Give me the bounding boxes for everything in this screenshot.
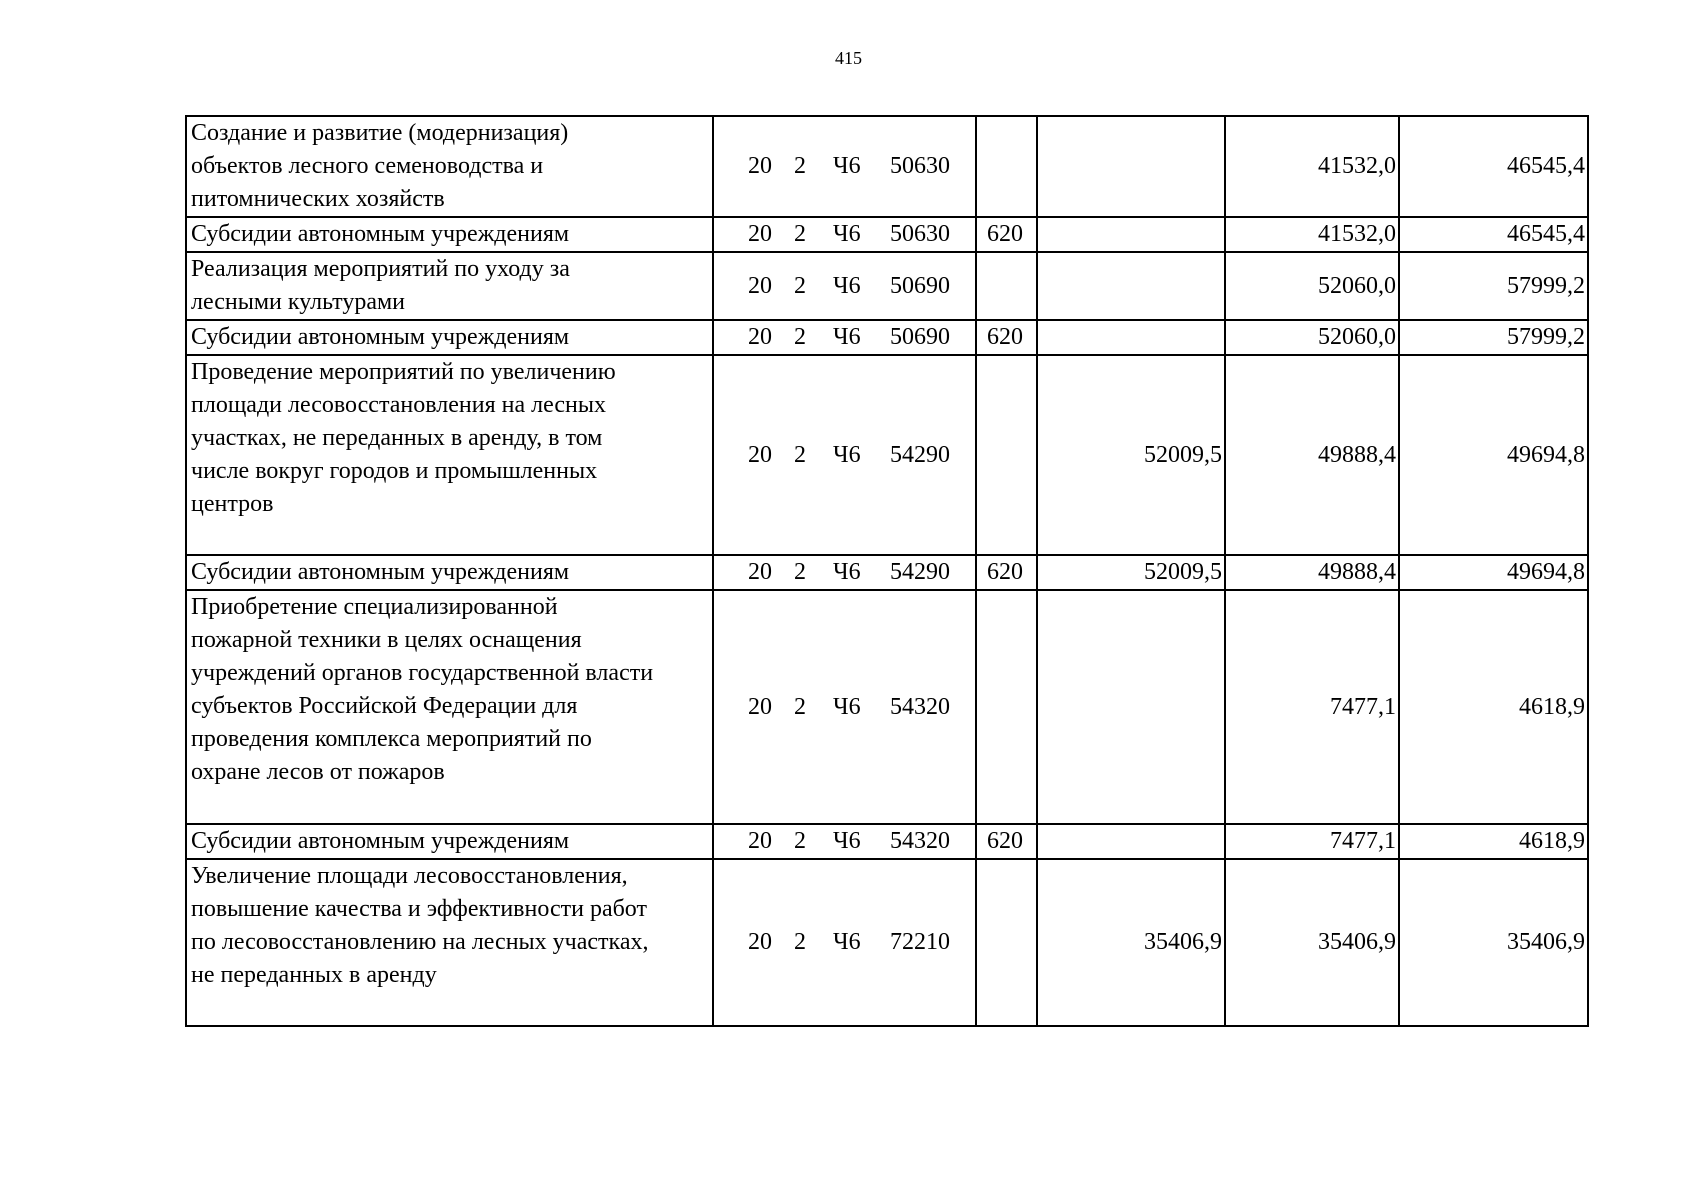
row-name-cell: Субсидии автономным учреждениям — [186, 320, 713, 355]
classification-codes-cell — [713, 555, 976, 590]
amount-1-cell: 52009,5 — [1037, 355, 1225, 555]
row-name-cell: Субсидии автономным учреждениям — [186, 555, 713, 590]
classification-codes-cell — [713, 859, 976, 1026]
classification-codes-cell — [713, 824, 976, 859]
amount-3-cell: 49694,8 — [1399, 555, 1588, 590]
program-code: Ч6 — [833, 272, 861, 299]
amount-1-cell: 52009,5 — [1037, 555, 1225, 590]
section-code: 2 — [794, 221, 806, 247]
chapter-code: 20 — [748, 929, 772, 955]
expense-type-cell: 620 — [976, 555, 1037, 590]
chapter-code: 20 — [748, 693, 772, 720]
amount-2-cell: 7477,1 — [1225, 824, 1399, 859]
chapter-code: 20 — [748, 153, 772, 179]
amount-2-cell: 52060,0 — [1225, 320, 1399, 355]
amount-2-cell: 49888,4 — [1225, 555, 1399, 590]
expense-type-cell — [976, 355, 1037, 555]
row-name-cell: Приобретение специализированной пожарной техники в целях оснащения учреждений органов государственной власти субъектов Российской Федерации для проведения комплекса мероприятий по охране лесов от пожаров — [186, 590, 713, 824]
row-name-cell: Реализация мероприятий по уходу за лесными культурами — [186, 252, 713, 320]
article-code: 72210 — [890, 929, 950, 955]
chapter-code: 20 — [748, 441, 772, 468]
row-name-cell: Субсидии автономным учреждениям — [186, 824, 713, 859]
expense-type-cell: 620 — [976, 320, 1037, 355]
chapter-code: 20 — [748, 324, 772, 350]
expense-type-cell: 620 — [976, 824, 1037, 859]
table-row — [186, 824, 1588, 859]
section-code: 2 — [794, 559, 806, 585]
classification-codes-cell — [713, 590, 976, 824]
expense-type-cell — [976, 116, 1037, 217]
article-code: 50630 — [890, 153, 950, 179]
article-code: 54320 — [890, 693, 950, 720]
article-code: 50690 — [890, 324, 950, 350]
table-row — [186, 116, 1588, 217]
table-row — [186, 252, 1588, 320]
classification-codes-cell — [713, 116, 976, 217]
section-code: 2 — [794, 272, 806, 299]
section-code: 2 — [794, 153, 806, 179]
amount-1-cell — [1037, 590, 1225, 824]
article-code: 54290 — [890, 441, 950, 468]
section-code: 2 — [794, 828, 806, 854]
amount-3-cell: 4618,9 — [1399, 590, 1588, 824]
program-code: Ч6 — [833, 559, 861, 585]
program-code: Ч6 — [833, 441, 861, 468]
row-name-cell: Создание и развитие (модернизация) объектов лесного семеноводства и питомнических хозяйств — [186, 116, 713, 217]
article-code: 54290 — [890, 559, 950, 585]
program-code: Ч6 — [833, 153, 861, 179]
classification-codes-cell — [713, 217, 976, 252]
expense-type-cell — [976, 590, 1037, 824]
table-row — [186, 859, 1588, 1026]
program-code: Ч6 — [833, 693, 861, 720]
chapter-code: 20 — [748, 272, 772, 299]
amount-1-cell — [1037, 116, 1225, 217]
expense-type-cell — [976, 252, 1037, 320]
amount-1-cell — [1037, 824, 1225, 859]
program-code: Ч6 — [833, 929, 861, 955]
table-row — [186, 555, 1588, 590]
amount-2-cell: 35406,9 — [1225, 859, 1399, 1026]
table-row — [186, 355, 1588, 555]
amount-1-cell — [1037, 217, 1225, 252]
amount-3-cell: 4618,9 — [1399, 824, 1588, 859]
classification-codes-cell — [713, 355, 976, 555]
page-number: 415 — [835, 48, 862, 68]
expense-type-cell: 620 — [976, 217, 1037, 252]
amount-2-cell: 41532,0 — [1225, 217, 1399, 252]
budget-table — [185, 115, 1589, 1027]
chapter-code: 20 — [748, 828, 772, 854]
article-code: 50690 — [890, 272, 950, 299]
row-name-cell: Субсидии автономным учреждениям — [186, 217, 713, 252]
chapter-code: 20 — [748, 221, 772, 247]
row-name-cell: Проведение мероприятий по увеличению площади лесовосстановления на лесных участках, не переданных в аренду, в том числе вокруг городов и промышленных центров — [186, 355, 713, 555]
amount-3-cell: 46545,4 — [1399, 217, 1588, 252]
amount-1-cell: 35406,9 — [1037, 859, 1225, 1026]
amount-3-cell: 46545,4 — [1399, 116, 1588, 217]
amount-3-cell: 57999,2 — [1399, 320, 1588, 355]
row-name-cell: Увеличение площади лесовосстановления, повышение качества и эффективности работ по лесовосстановлению на лесных участках, не переданных в аренду — [186, 859, 713, 1026]
amount-2-cell: 41532,0 — [1225, 116, 1399, 217]
section-code: 2 — [794, 929, 806, 955]
amount-2-cell: 52060,0 — [1225, 252, 1399, 320]
amount-1-cell — [1037, 320, 1225, 355]
section-code: 2 — [794, 324, 806, 350]
amount-1-cell — [1037, 252, 1225, 320]
amount-2-cell: 49888,4 — [1225, 355, 1399, 555]
section-code: 2 — [794, 441, 806, 468]
table-row — [186, 590, 1588, 824]
program-code: Ч6 — [833, 221, 861, 247]
classification-codes-cell — [713, 320, 976, 355]
program-code: Ч6 — [833, 828, 861, 854]
amount-3-cell: 35406,9 — [1399, 859, 1588, 1026]
expense-type-cell — [976, 859, 1037, 1026]
program-code: Ч6 — [833, 324, 861, 350]
article-code: 50630 — [890, 221, 950, 247]
section-code: 2 — [794, 693, 806, 720]
amount-3-cell: 49694,8 — [1399, 355, 1588, 555]
article-code: 54320 — [890, 828, 950, 854]
classification-codes-cell — [713, 252, 976, 320]
amount-2-cell: 7477,1 — [1225, 590, 1399, 824]
chapter-code: 20 — [748, 559, 772, 585]
table-row — [186, 217, 1588, 252]
table-row — [186, 320, 1588, 355]
amount-3-cell: 57999,2 — [1399, 252, 1588, 320]
